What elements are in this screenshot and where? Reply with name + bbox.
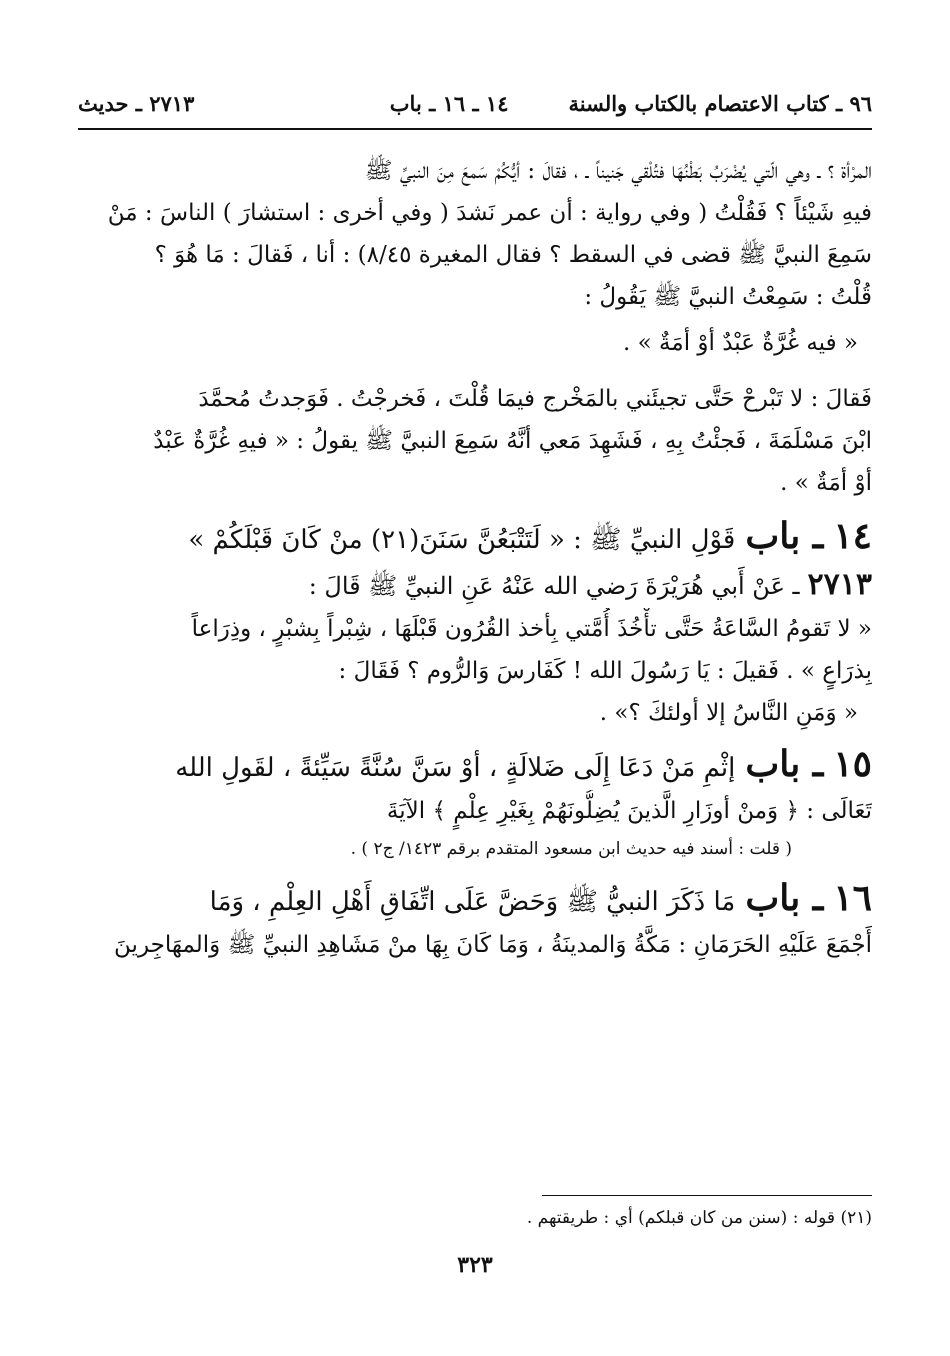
chapter-word: ـ باب (745, 877, 824, 919)
text-line: بِذرَاعٍ » . فَقيلَ : يَا رَسُولَ الله ! كَفَارسَ وَالرُّوم ؟ فَقَالَ : (338, 658, 872, 684)
chapter-word: ـ باب (745, 743, 824, 785)
text-line: المرْأة ؟ ـ وهي الّتي يُضْرَبُ بَطْنُهَا فتُلْقي جَنيناً ـ ، فقالَ : أيُّكُمْ سَمعَ مِنَ النبيِّ ﷺ (364, 158, 872, 184)
quote-line: « فيه غُرَّةٌ عَبْدٌ أوْ أمَةٌ » . (623, 330, 858, 356)
text-line: سَمِعَ النبيَّ ﷺ قضى في السقط ؟ فقال المغيرة ٨/٤٥) : أنا ، فَقالَ : مَا هُوَ ؟ (154, 242, 872, 268)
chapter-title: قَوْلِ النبيِّ ﷺ : « لَتَتْبَعُنَّ سَنَنَ(٢١) منْ كَانَ قَبْلَكُمْ » (188, 525, 736, 555)
editor-note: ( قلت : أسند فيه حديث ابن مسعود المتقدم برقم ١٤٢٣/ ج٢ ) . (350, 839, 792, 859)
chapter-number: ١٤ (833, 515, 872, 557)
text-line: فَقالَ : لا تَبْرحْ حَتَّى تجيئَني بالمَخْرج فيمَا قُلْتَ ، فَخرجْتُ . فَوَجدتُ مُحمَّدَ (198, 386, 872, 412)
chapter-title: مَا ذَكَرَ النبيُّ ﷺ وَحَضَّ عَلَى اتِّفَاقِ أَهْلِ العِلْمِ ، وَمَا (209, 887, 736, 917)
text-line: تَعَالَى : ﴿ وَمنْ أوزَارِ الَّذينَ يُضِلُّونَهُمْ بِغَيْرِ عِلْمٍ ﴾ الآيَةَ (386, 798, 872, 824)
chapter-title: إثْمِ مَنْ دَعَا إِلَى ضَلالَةٍ ، أوْ سَنَّ سُنَّةً سَيِّئةً ، لقَولِ الله (175, 753, 736, 783)
chapter-number: ١٥ (833, 743, 872, 785)
chapter-heading-15 (78, 740, 872, 790)
book-title: ٩٦ ـ كتاب الاعتصام بالكتاب والسنة (568, 90, 872, 116)
chapter-heading-14 (78, 512, 872, 562)
footnote-rule (542, 1195, 872, 1196)
chapter-word: ـ باب (745, 515, 824, 557)
text-line: قُلْتُ : سَمِعْتُ النبيَّ ﷺ يَقُولُ : (584, 284, 872, 310)
main-text (78, 150, 872, 966)
chapter-heading-16 (78, 874, 872, 924)
spacer (78, 364, 872, 378)
text-line: أوْ أمَةٌ » . (780, 470, 872, 496)
quote-line: « وَمَنِ النَّاسُ إلا أولئكَ ؟» . (599, 700, 858, 726)
header-rule (78, 128, 872, 130)
footnote: (٢١) قوله : (سنن من كان قبلكم) أي : طريقتهم . (526, 1208, 872, 1228)
text-line: « لا تَقومُ السَّاعَةُ حَتَّى تأْخُذَ أُمَّتي بِأخذ القُرُون قَبْلَهَا ، شِبْراً بِشبْرٍ ، وذِرَاعاً (191, 616, 872, 642)
text-line: ابْنَ مَسْلَمَةَ ، فَجئْتُ بِهِ ، فَشَهِدَ مَعي أنَّهُ سَمِعَ النبيَّ ﷺ يقولُ : « فيهِ غُرَّةٌ عَبْدٌ (153, 428, 872, 454)
hadith-reference: ٢٧١٣ ـ حديث (78, 90, 195, 116)
page (78, 0, 872, 1356)
page-number: ٣٢٣ (457, 1252, 493, 1278)
chapter-range: ١٤ ـ ١٦ ـ باب (389, 90, 509, 116)
header-right-group (390, 91, 872, 116)
text-line: فيهِ شَيْئاً ؟ فَقُلْتُ ( وفي رواية : أن عمر نَشدَ ( وفي أخرى : استشارَ ) الناسَ : مَنْ (107, 200, 872, 226)
hadith-heading (78, 562, 872, 608)
chapter-number: ١٦ (833, 877, 872, 919)
running-header (78, 86, 872, 120)
text-line: أَجْمَعَ عَلَيْهِ الحَرَمَانِ : مَكَّةُ وَالمدينَةُ ، وَمَا كَانَ بِهَا منْ مَشَاهِدِ النبيِّ ﷺ وَالمهَاجِرينَ (114, 932, 872, 958)
hadith-number: ٢٧١٣ (807, 567, 872, 602)
hadith-isnad: ـ عَنْ أَبي هُرَيْرَةَ رَضي الله عَنْهُ عَنِ النبيِّ ﷺ قَالَ : (308, 572, 800, 600)
